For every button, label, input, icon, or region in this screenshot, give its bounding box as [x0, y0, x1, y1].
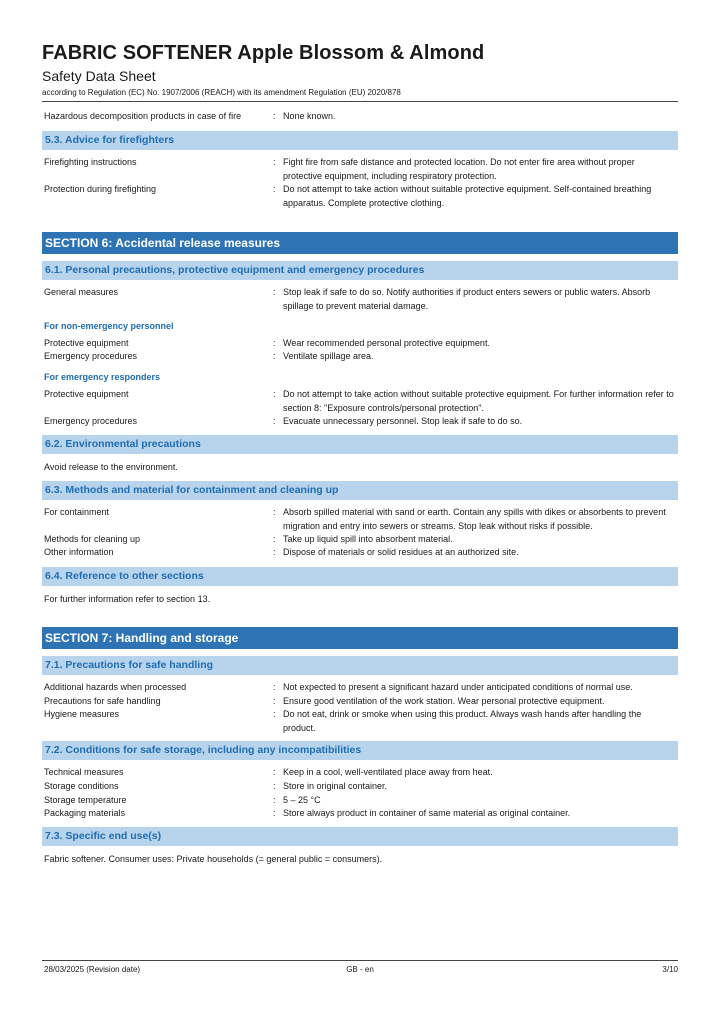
row-label: For containment [44, 507, 110, 517]
row-value: Not expected to present a significant hazard under anticipated conditions of normal use. [283, 682, 633, 692]
subsection-title: 6.3. Methods and material for containment and cleaning up [45, 484, 339, 496]
row-colon: : [273, 696, 276, 706]
row-colon: : [273, 795, 276, 805]
row-label: Storage conditions [44, 781, 119, 791]
row-colon: : [273, 157, 276, 167]
row-label: Protection during firefighting [44, 184, 157, 194]
row-value: Dispose of materials or solid residues at an authorized site. [283, 547, 519, 557]
subsection-6-1-header [42, 261, 678, 280]
row-colon: : [273, 534, 276, 544]
subsection-6-4-header [42, 567, 678, 586]
row-value: Absorb spilled material with sand or earth. Contain any spills with dikes or absorbents to prevent migration and entry into sewers or streams. Stop leak without risks if possible. [283, 507, 666, 531]
row-colon: : [273, 351, 276, 361]
row-label: Protective equipment [44, 389, 129, 399]
row-label: Packaging materials [44, 808, 126, 818]
section-title: SECTION 6: Accidental release measures [45, 236, 280, 250]
subsection-7-3-header [42, 827, 678, 846]
row-value: Fight fire from safe distance and protected location. Do not enter fire area without proper protective equipment, including respiratory protection. [283, 157, 635, 181]
footer-divider [42, 960, 678, 961]
row-colon: : [273, 767, 276, 777]
row-label: Emergency procedures [44, 416, 138, 426]
header-divider [42, 101, 678, 102]
row-colon: : [273, 184, 276, 194]
row-colon: : [273, 416, 276, 426]
row-label: Methods for cleaning up [44, 534, 141, 544]
regulation-reference: according to Regulation (EC) No. 1907/2006 (REACH) with its amendment Regulation (EU) 2020/878 [42, 88, 401, 97]
subsection-6-2-header [42, 435, 678, 454]
subsection-title: 7.3. Specific end use(s) [45, 830, 162, 842]
row-value: Wear recommended personal protective equipment. [283, 338, 490, 348]
row-value: None known. [283, 111, 336, 121]
row-label: Storage temperature [44, 795, 127, 805]
row-colon: : [273, 808, 276, 818]
row-label: Hygiene measures [44, 709, 120, 719]
row-label: Hazardous decomposition products in case of fire [44, 111, 242, 121]
document-title: FABRIC SOFTENER Apple Blossom & Almond [42, 42, 485, 64]
row-colon: : [273, 682, 276, 692]
row-label: Other information [44, 547, 114, 557]
row-value: Ventilate spillage area. [283, 351, 374, 361]
subsection-title: 7.2. Conditions for safe storage, including any incompatibilities [45, 744, 362, 756]
row-value: Stop leak if safe to do so. Notify authorities if product enters sewers or public waters. Absorb spillage to prevent material damage. [283, 287, 651, 311]
row-value: Store in original container. [283, 781, 388, 791]
row-value: Ensure good ventilation of the work station. Wear personal protective equipment. [283, 696, 605, 706]
row-label: Emergency procedures [44, 351, 138, 361]
row-colon: : [273, 547, 276, 557]
language-code: GB - en [346, 965, 374, 974]
row-value: Do not attempt to take action without suitable protective equipment. For further information refer to section 8: "Exposure controls/personal protection". [283, 389, 674, 413]
subsection-title: 7.1. Precautions for safe handling [45, 659, 214, 671]
subsection-5-3-header [42, 131, 678, 150]
section-7-header [42, 627, 678, 649]
row-label: Precautions for safe handling [44, 696, 161, 706]
subsection-title: 5.3. Advice for firefighters [45, 134, 175, 146]
row-label: Firefighting instructions [44, 157, 137, 167]
row-colon: : [273, 709, 276, 719]
row-value: 5 – 25 °C [283, 795, 321, 805]
row-value: Store always product in container of same material as original container. [283, 808, 571, 818]
subsection-title: 6.4. Reference to other sections [45, 570, 204, 582]
row-colon: : [273, 338, 276, 348]
environmental-precautions-text: Avoid release to the environment. [44, 462, 178, 472]
emergency-responders-heading: For emergency responders [44, 372, 161, 382]
subsection-6-3-header [42, 481, 678, 500]
subsection-7-2-header [42, 741, 678, 760]
row-colon: : [273, 781, 276, 791]
subsection-title: 6.1. Personal precautions, protective equipment and emergency procedures [45, 264, 425, 276]
row-colon: : [273, 111, 276, 121]
row-value: Keep in a cool, well-ventilated place away from heat. [283, 767, 493, 777]
non-emergency-personnel-heading: For non-emergency personnel [44, 321, 174, 331]
row-colon: : [273, 507, 276, 517]
row-colon: : [273, 287, 276, 297]
row-label: Protective equipment [44, 338, 129, 348]
page-number: 3/10 [662, 965, 678, 974]
row-label: Additional hazards when processed [44, 682, 187, 692]
reference-other-sections-text: For further information refer to section 13. [44, 594, 211, 604]
revision-date: 28/03/2025 (Revision date) [44, 965, 141, 974]
row-label: General measures [44, 287, 119, 297]
row-colon: : [273, 389, 276, 399]
subsection-title: 6.2. Environmental precautions [45, 438, 201, 450]
subsection-7-1-header [42, 656, 678, 675]
section-6-header [42, 232, 678, 254]
row-value: Do not eat, drink or smoke when using this product. Always wash hands after handling the product. [283, 709, 642, 733]
document-subtitle: Safety Data Sheet [42, 68, 156, 84]
specific-end-use-text: Fabric softener. Consumer uses: Private households (= general public = consumers). [44, 854, 383, 864]
row-value: Take up liquid spill into absorbent material. [283, 534, 453, 544]
section-title: SECTION 7: Handling and storage [45, 631, 239, 645]
row-value: Do not attempt to take action without suitable protective equipment. Self-contained breathing apparatus. Complete protective clothing. [283, 184, 652, 208]
row-label: Technical measures [44, 767, 124, 777]
row-value: Evacuate unnecessary personnel. Stop leak if safe to do so. [283, 416, 523, 426]
